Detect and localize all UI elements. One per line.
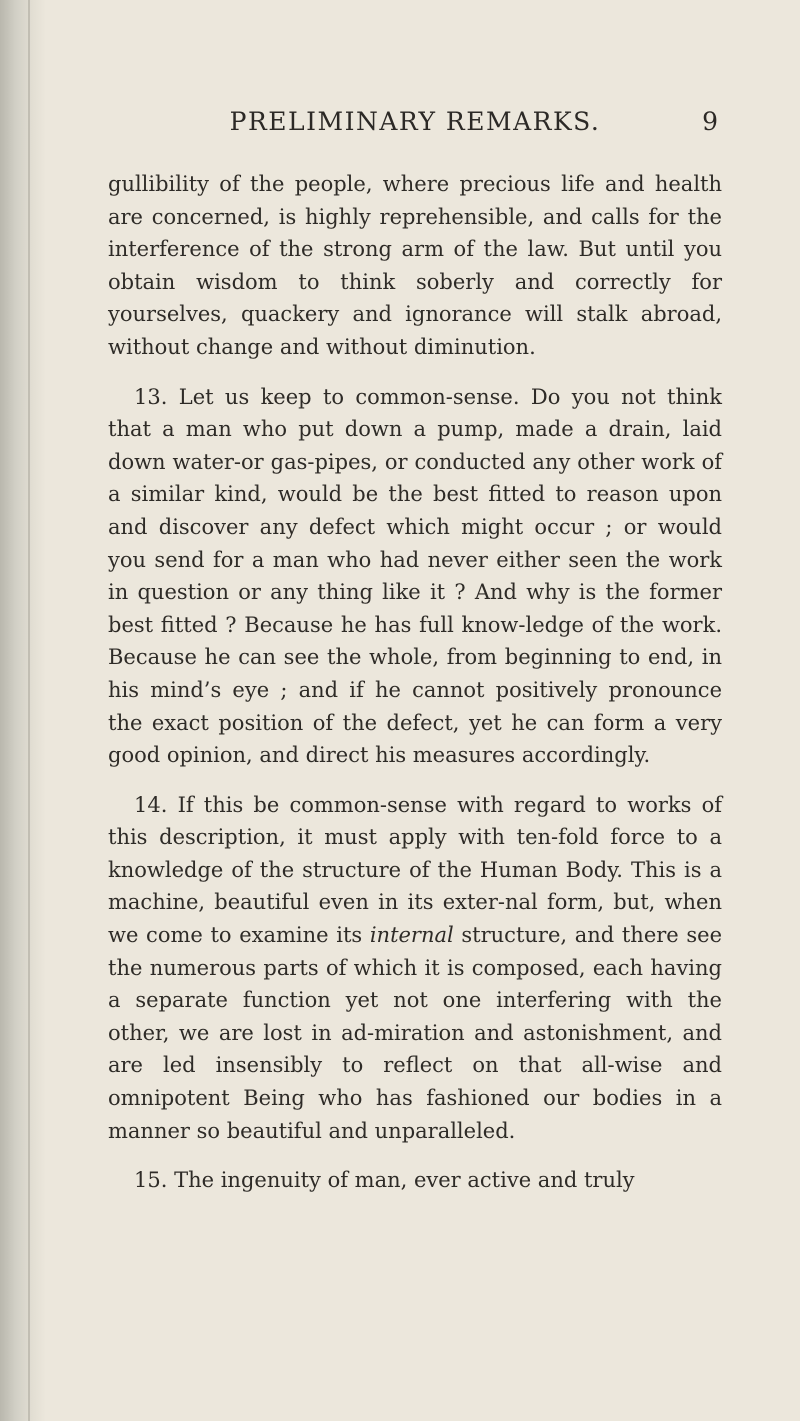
paragraph-continued: gullibility of the people, where precious life and health are concerned, is highly reprehensible, and calls for the interference of the strong arm of the law. But until you obtain wisdom to think soberly and correctly for yourselves, quackery and ignorance will stalk abroad, without change and without diminution. xyxy=(108,172,722,359)
paragraph-14-part-2: structure, and there see the numerous parts of which it is composed, each having a separate function yet not one interfering with the other, we are lost in ad-miration and astonishment, and are led insensibly to reflect on that all-wise and omnipotent Being who has fashioned our bodies in a manner so beautiful and unparalleled. xyxy=(108,923,722,1143)
running-head-title: PRELIMINARY REMARKS. xyxy=(229,107,601,136)
running-head xyxy=(108,100,722,144)
binding-edge xyxy=(28,0,30,1421)
book-page xyxy=(108,0,722,1421)
paragraph-13: 13. Let us keep to common-sense. Do you not think that a man who put down a pump, made a drain, laid down water-or gas-pipes, or conducted any other work of a similar kind, would be the best fitted to reason upon and discover any defect which might occur ; or would you send for a man who had never either seen the work in question or any thing like it ? And why is the former best fitted ? Because he has full know-ledge of the work. Because he can see the whole, from beginning to end, in his mind’s eye ; and if he cannot positively pronounce the exact position of the defect, yet he can form a very good opinion, and direct his measures accordingly. xyxy=(108,384,722,768)
paragraph-14-italic: internal xyxy=(369,923,454,948)
paragraph-15: 15. The ingenuity of man, ever active and truly xyxy=(134,1168,635,1193)
page-number: 9 xyxy=(702,107,718,136)
page-gutter-shadow xyxy=(0,0,46,1421)
paragraph-14 xyxy=(108,789,722,1148)
paragraph-14-part-1: 14. If this be common-sense with regard to works of this description, it must apply with ten-fold force to a knowledge of the structure of the Human Body. This is a machine, beautiful even in its exter-nal form, but, when we come to examine its xyxy=(108,792,722,948)
body-text xyxy=(108,168,722,1197)
